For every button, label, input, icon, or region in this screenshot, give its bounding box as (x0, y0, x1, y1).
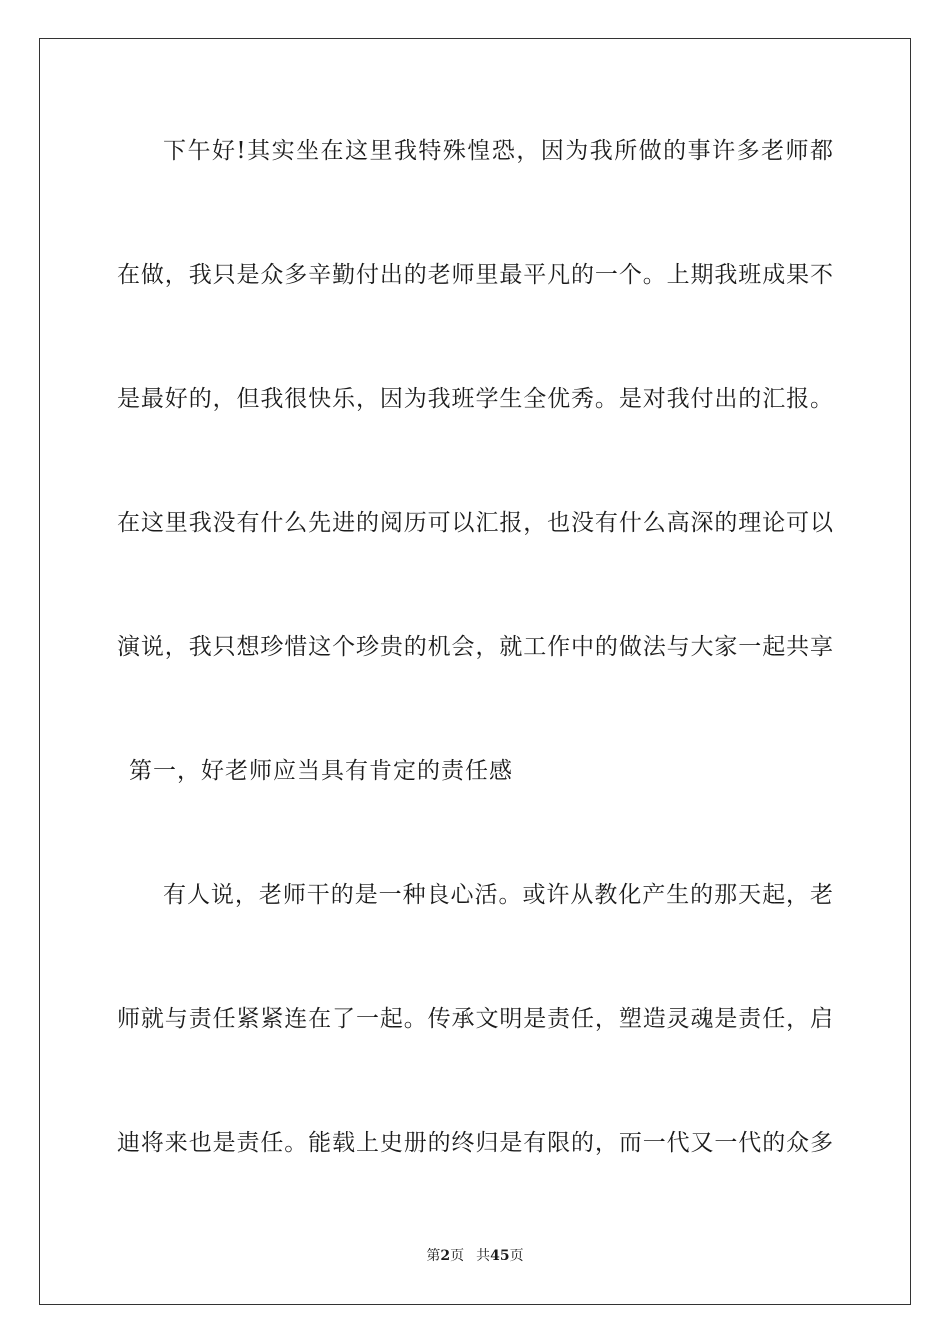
paragraph-line-7: 师就与责任紧紧连在了一起。传承文明是责任，塑造灵魂是责任，启 (117, 1006, 833, 1032)
paragraph-line-4: 在这里我没有什么先进的阅历可以汇报，也没有什么高深的理论可以 (117, 510, 833, 536)
footer-total-pages: 45 (490, 1248, 510, 1264)
paragraph-line-2: 在做，我只是众多辛勤付出的老师里最平凡的一个。上期我班成果不 (117, 262, 833, 288)
paragraph-line-1: 下午好!其实坐在这里我特殊惶恐，因为我所做的事许多老师都 (163, 138, 833, 164)
paragraph-line-6: 有人说，老师干的是一种良心活。或许从教化产生的那天起，老 (163, 882, 833, 908)
paragraph-line-3: 是最好的，但我很快乐，因为我班学生全优秀。是对我付出的汇报。 (117, 386, 833, 412)
footer-page-suffix: 页 (450, 1248, 465, 1264)
page-footer (0, 1247, 950, 1265)
footer-total-suffix: 页 (509, 1248, 524, 1264)
section-heading: 第一，好老师应当具有肯定的责任感 (129, 758, 513, 784)
paragraph-line-8: 迪将来也是责任。能载上史册的终归是有限的，而一代又一代的众多 (117, 1130, 833, 1156)
footer-page-number: 2 (440, 1248, 451, 1264)
paragraph-line-5: 演说，我只想珍惜这个珍贵的机会，就工作中的做法与大家一起共享 (117, 634, 833, 660)
page-border (39, 38, 911, 1305)
footer-page-prefix: 第 (426, 1248, 441, 1264)
footer-total-prefix: 共 (476, 1248, 491, 1264)
